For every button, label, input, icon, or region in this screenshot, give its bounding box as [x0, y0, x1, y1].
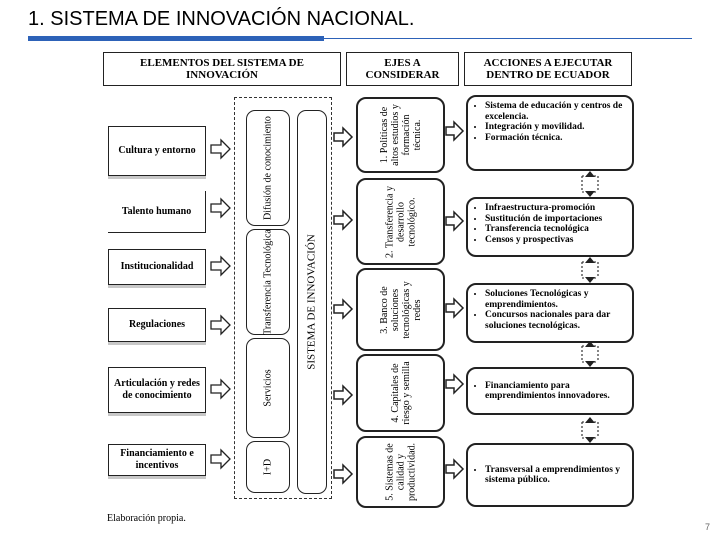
component-label-4: I+D: [262, 458, 274, 476]
action-item: • Transversal a emprendimientos y sistema público.: [485, 465, 626, 486]
action-item: • Transferencia tecnológica: [485, 224, 626, 235]
component-services: [246, 338, 290, 438]
axis-box-1: [356, 97, 445, 173]
component-label-1: Difusión de conocimiento: [262, 116, 274, 220]
element-label-2: Talento humano: [121, 205, 192, 217]
source-caption: Elaboración propia.: [107, 513, 186, 524]
action-box-4: [466, 367, 634, 415]
axis-label-5: 5. Sistemas de calidad y productividad.: [384, 442, 417, 502]
axis-label-2: 2. Transferencia y desarrollo tecnológico.: [384, 185, 417, 258]
action-item: • Sustitución de importaciones: [485, 214, 626, 225]
system-label-box: [297, 110, 327, 494]
action-item: • Formación técnica.: [485, 133, 626, 144]
action-item: • Integración y movilidad.: [485, 122, 626, 133]
element-label-6: Financiamiento e incentivos: [120, 448, 194, 471]
action-item: • Financiamiento para emprendimientos innovadores.: [485, 381, 626, 402]
axis-box-5: [356, 436, 445, 508]
action-item: • Censos y prospectivas: [485, 235, 626, 246]
axis-box-4: [356, 354, 445, 432]
axis-box-2: [356, 178, 445, 265]
system-label: SISTEMA DE INNOVACIÓN: [305, 234, 318, 370]
axis-label-1: 1. Políticas de altos estudios y formación técnica.: [378, 104, 423, 166]
component-rd: [246, 441, 290, 493]
page-number: 7: [704, 522, 710, 532]
header-axes-text: EJES A CONSIDERAR: [365, 57, 440, 81]
action-item: • Concursos nacionales para dar soluciones tecnológicas.: [485, 310, 626, 331]
element-label-4: Regulaciones: [128, 319, 186, 330]
page-title: 1. SISTEMA DE INNOVACIÓN NACIONAL.: [28, 8, 415, 30]
action-box-1: [466, 95, 634, 171]
axis-label-3: 3. Banco de soluciones tecnológicas y redes: [378, 280, 423, 339]
axis-label-4: 4. Capitales de riesgo y semilla: [389, 361, 412, 425]
component-label-2: Transferencia Tecnológica: [262, 229, 274, 335]
element-label-1: Cultura y entorno: [118, 145, 196, 156]
action-item: • Soluciones Tecnológicas y emprendimientos.: [485, 289, 626, 310]
action-item: • Infraestructura-promoción: [485, 203, 626, 214]
component-label-3: Servicios: [262, 369, 274, 407]
action-box-3: [466, 283, 634, 343]
action-item: • Sistema de educación y centros de excelencia.: [485, 101, 626, 122]
header-elements-text: ELEMENTOS DEL SISTEMA DE INNOVACIÓN: [140, 57, 304, 81]
action-box-2: [466, 197, 634, 257]
header-actions-text: ACCIONES A EJECUTAR DENTRO DE ECUADOR: [483, 57, 613, 81]
axis-box-3: [356, 268, 445, 351]
component-knowledge-diffusion: [246, 110, 290, 226]
action-box-5: [466, 443, 634, 507]
component-tech-transfer: [246, 229, 290, 335]
element-label-3: Institucionalidad: [120, 261, 194, 272]
element-label-5: Articulación y redes de conocimiento: [114, 378, 200, 401]
